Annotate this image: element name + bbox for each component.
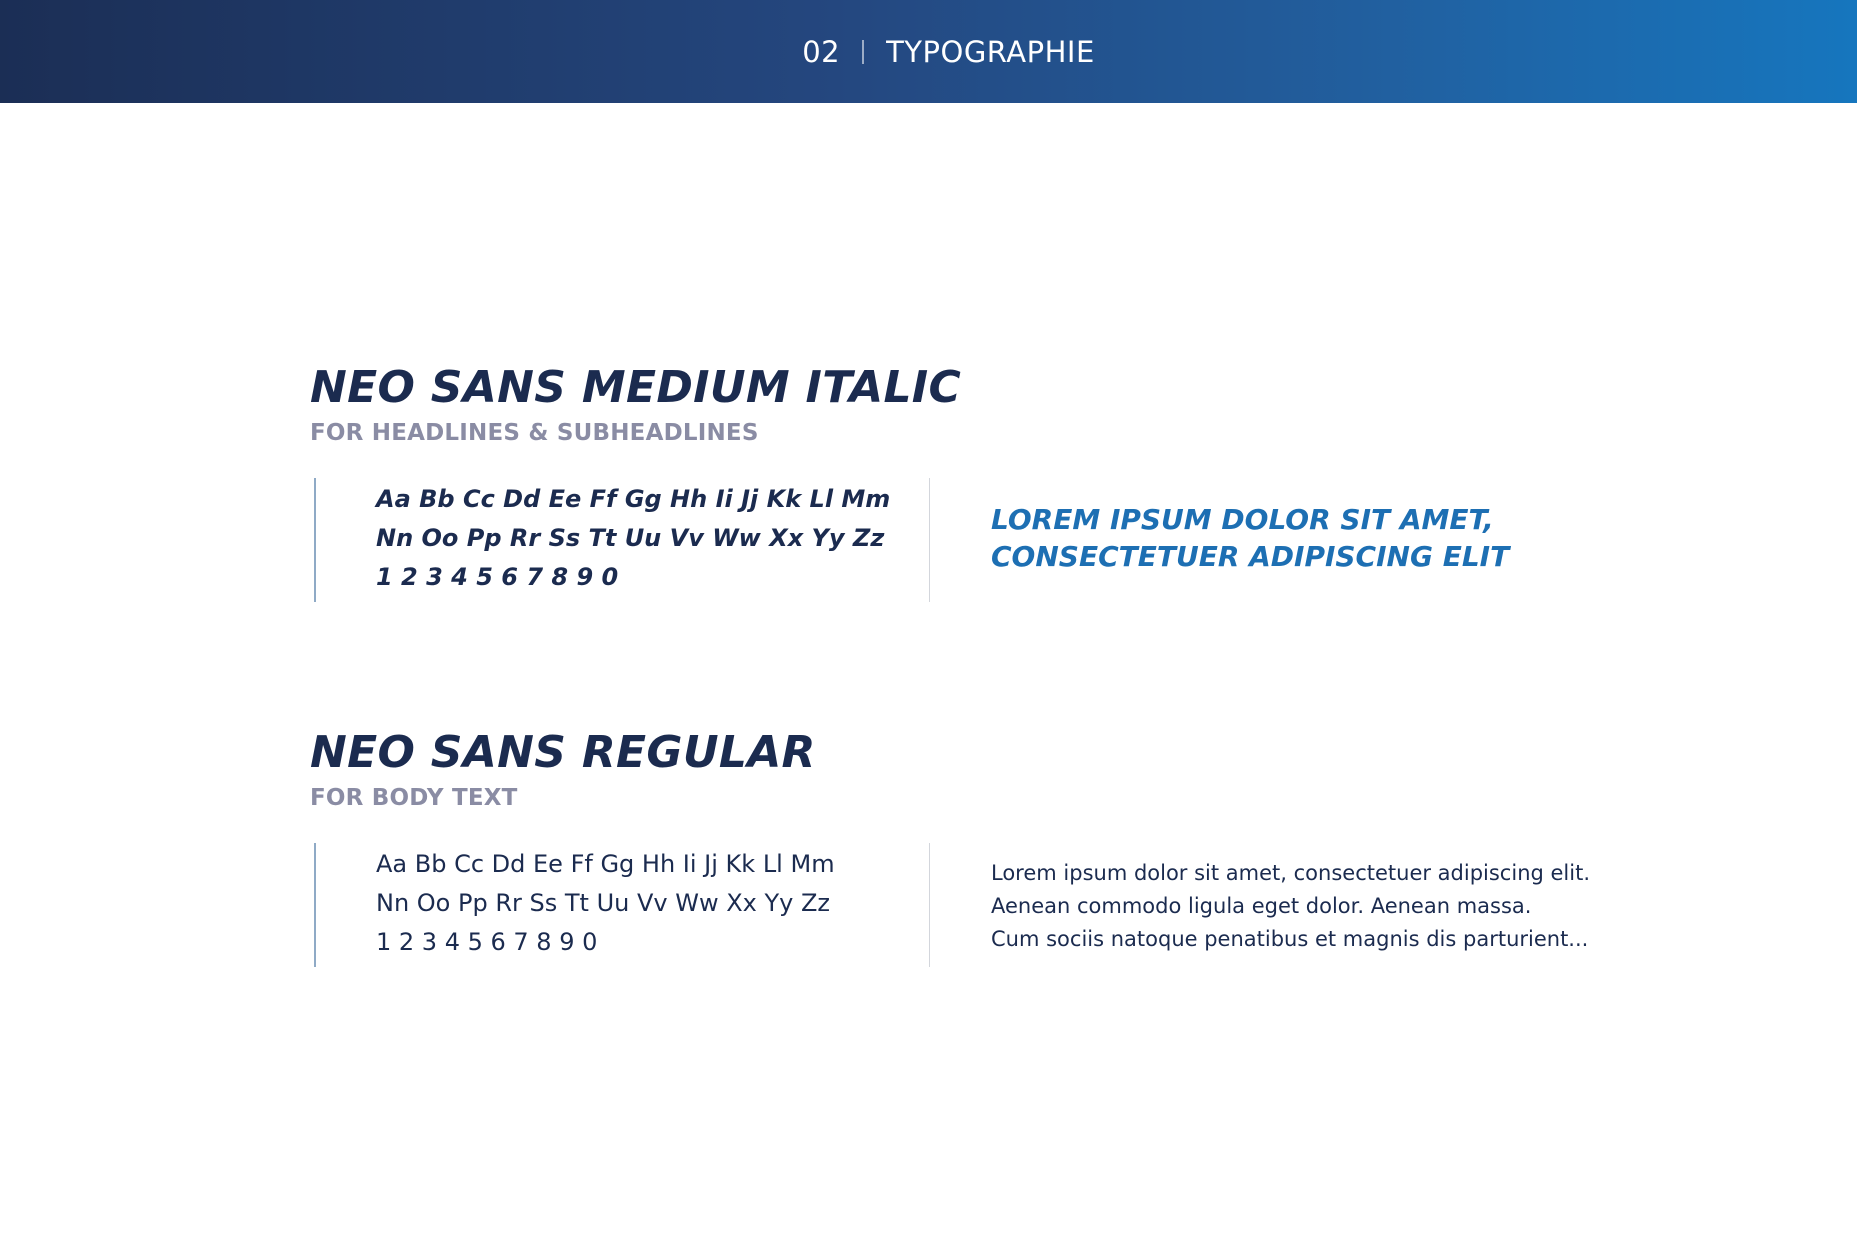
header-divider (862, 40, 864, 64)
glyph-line: Aa Bb Cc Dd Ee Ff Gg Hh Ii Jj Kk Ll Mm (376, 485, 891, 513)
center-divider (929, 843, 930, 967)
chapter-title: TYPOGRAPHIE (886, 34, 1095, 69)
sample-line: Cum sociis natoque penatibus et magnis dis parturient... (991, 927, 1589, 951)
page-header (0, 0, 1857, 103)
font-name: NEO SANS REGULAR (310, 727, 816, 778)
sample-line: CONSECTETUER ADIPISCING ELIT (991, 540, 1510, 573)
center-divider (929, 478, 930, 602)
font-purpose: FOR HEADLINES & SUBHEADLINES (310, 420, 759, 446)
headline-sample (991, 501, 1509, 575)
glyph-line: Nn Oo Pp Rr Ss Tt Uu Vv Ww Xx Yy Zz (376, 889, 831, 917)
left-rule (314, 478, 316, 602)
font-samples (310, 843, 1591, 967)
font-samples (310, 478, 1570, 602)
glyph-line: 1 2 3 4 5 6 7 8 9 0 (376, 563, 619, 591)
font-purpose: FOR BODY TEXT (310, 785, 518, 811)
sample-line: Aenean commodo ligula eget dolor. Aenean massa. (991, 894, 1532, 918)
glyph-line: 1 2 3 4 5 6 7 8 9 0 (376, 928, 598, 956)
headline-font-section (310, 360, 1570, 602)
body-font-section (310, 725, 1591, 967)
glyph-line: Nn Oo Pp Rr Ss Tt Uu Vv Ww Xx Yy Zz (376, 524, 885, 552)
body-text-sample (991, 857, 1590, 956)
sample-line: Lorem ipsum dolor sit amet, consectetuer adipiscing elit. (991, 861, 1591, 885)
glyph-set (376, 480, 890, 597)
glyph-line: Aa Bb Cc Dd Ee Ff Gg Hh Ii Jj Kk Ll Mm (376, 850, 835, 878)
chapter-number: 02 (802, 34, 841, 69)
sample-line: LOREM IPSUM DOLOR SIT AMET, (991, 503, 1494, 536)
glyph-set (376, 845, 835, 962)
font-name: NEO SANS MEDIUM ITALIC (310, 362, 962, 413)
left-rule (314, 843, 316, 967)
header-title-group (802, 35, 1095, 69)
